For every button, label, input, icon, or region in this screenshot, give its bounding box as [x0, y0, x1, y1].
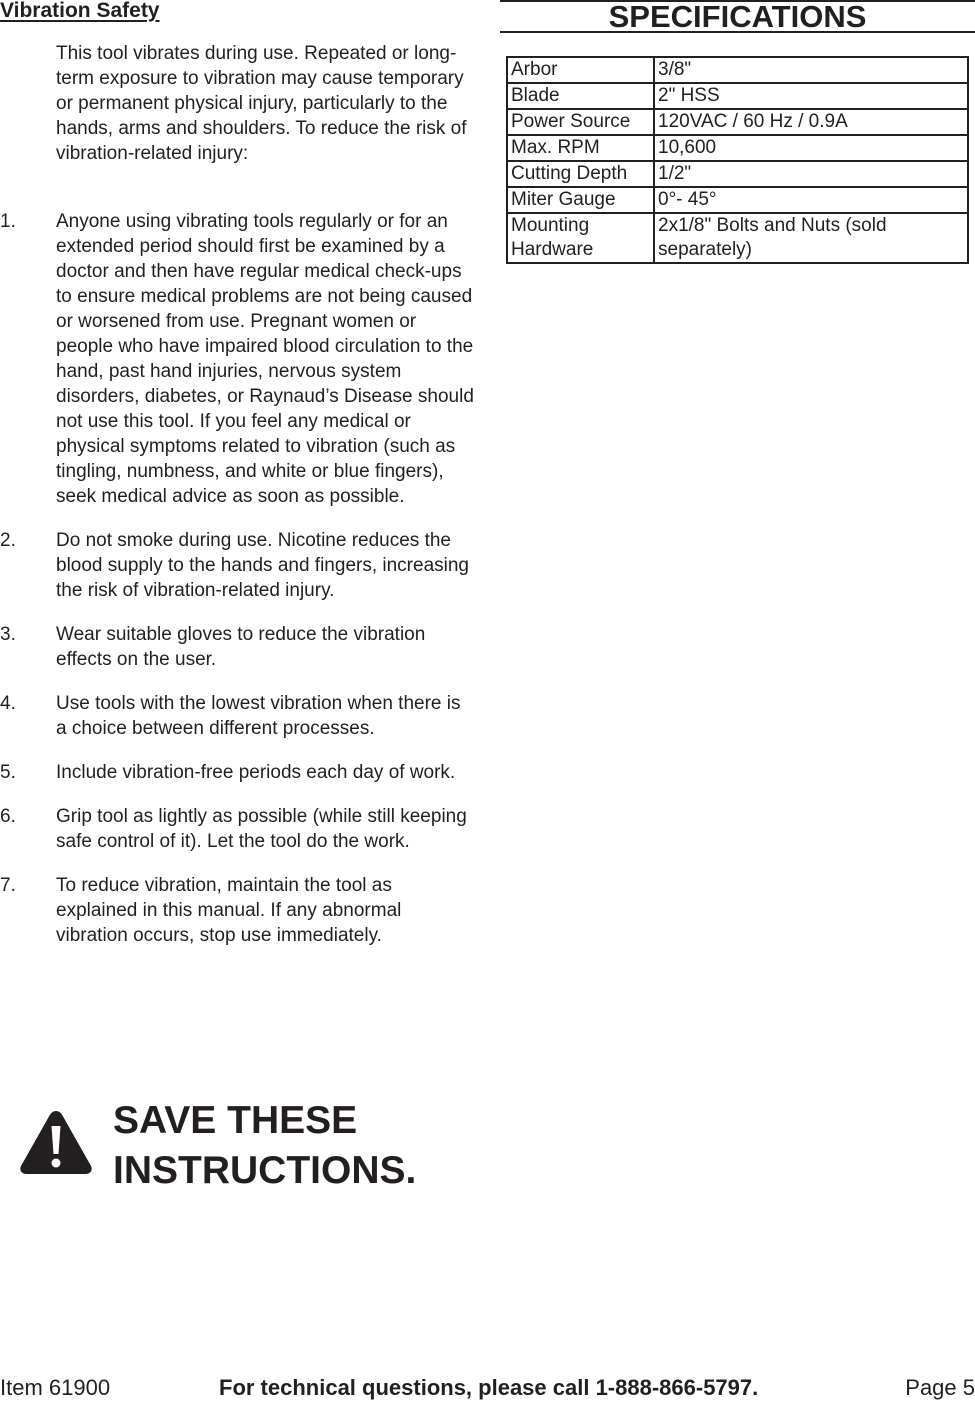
table-row	[507, 57, 968, 83]
list-number: 2.	[0, 530, 16, 551]
list-item	[0, 804, 480, 854]
safety-list	[0, 209, 480, 967]
spec-value: 2x1/8" Bolts and Nuts (sold separately)	[654, 213, 968, 263]
item-number: Item 61900	[0, 1375, 111, 1400]
spec-label: Miter Gauge	[507, 187, 654, 213]
table-row	[507, 161, 968, 187]
list-number: 4.	[0, 693, 16, 714]
save-instructions-text	[113, 1096, 473, 1196]
list-text: Include vibration-free periods each day of work.	[56, 762, 456, 783]
spec-label: Mounting Hardware	[507, 213, 654, 263]
list-text: Do not smoke during use. Nicotine reduces the blood supply to the hands and fingers, increasing the risk of vibration-related injury.	[56, 530, 469, 601]
page-footer	[0, 1374, 975, 1402]
spec-label: Blade	[507, 83, 654, 109]
table-row	[507, 187, 968, 213]
list-text: Wear suitable gloves to reduce the vibration effects on the user.	[56, 624, 426, 670]
list-item	[0, 209, 480, 509]
table-row	[507, 213, 968, 263]
save-instructions-banner	[18, 1096, 478, 1196]
list-item	[0, 528, 480, 603]
spec-label: Max. RPM	[507, 135, 654, 161]
list-number: 1.	[0, 211, 16, 232]
list-item	[0, 691, 480, 741]
table-row	[507, 135, 968, 161]
section-title: Vibration Safety	[0, 0, 160, 22]
list-text: To reduce vibration, maintain the tool as explained in this manual. If any abnormal vibration occurs, stop use immediately.	[56, 875, 402, 946]
spec-value: 1/2"	[654, 161, 968, 187]
spec-value: 3/8"	[654, 57, 968, 83]
list-number: 3.	[0, 624, 16, 645]
spec-value: 2" HSS	[654, 83, 968, 109]
page-number: Page 5	[905, 1375, 975, 1400]
specifications-title: SPECIFICATIONS	[608, 0, 867, 34]
list-item	[0, 622, 480, 672]
spec-value: 10,600	[654, 135, 968, 161]
list-item	[0, 873, 480, 948]
spec-label: Arbor	[507, 57, 654, 83]
list-text: Grip tool as lightly as possible (while still keeping safe control of it). Let the tool do the work.	[56, 806, 467, 852]
table-row	[507, 109, 968, 135]
spec-value: 120VAC / 60 Hz / 0.9A	[654, 109, 968, 135]
table-row	[507, 83, 968, 109]
specifications-header	[500, 0, 975, 33]
warning-triangle-icon	[18, 1108, 94, 1176]
save-line-1: SAVE THESE	[113, 1099, 358, 1142]
list-text: Anyone using vibrating tools regularly or for an extended period should first be examined by a doctor and then have regular medical check-ups to ensure medical problems are not being caused or worsened from use. Pregnant women or people who have impaired blood circulation to the hand, past hand injuries, nervous system disorders, diabetes, or Raynaud’s Disease should not use this tool. If you feel any medical or physical symptoms related to vibration (such as tingling, numbness, and white or blue fingers), seek medical advice as soon as possible.	[56, 211, 474, 507]
spec-value: 0°- 45°	[654, 187, 968, 213]
list-number: 5.	[0, 762, 16, 783]
specifications-table	[506, 56, 969, 264]
list-number: 6.	[0, 806, 16, 827]
spec-label: Cutting Depth	[507, 161, 654, 187]
list-number: 7.	[0, 875, 16, 896]
list-text: Use tools with the lowest vibration when there is a choice between different processes.	[56, 693, 461, 739]
list-item	[0, 760, 480, 785]
save-line-2: INSTRUCTIONS.	[113, 1149, 417, 1192]
spec-label: Power Source	[507, 109, 654, 135]
tech-support-line: For technical questions, please call 1-888-866-5797.	[219, 1375, 759, 1400]
intro-paragraph: This tool vibrates during use. Repeated or long-term exposure to vibration may cause temporary or permanent physical injury, particularly to the hands, arms and shoulders. To reduce the risk of vibration-related injury:	[56, 43, 467, 164]
